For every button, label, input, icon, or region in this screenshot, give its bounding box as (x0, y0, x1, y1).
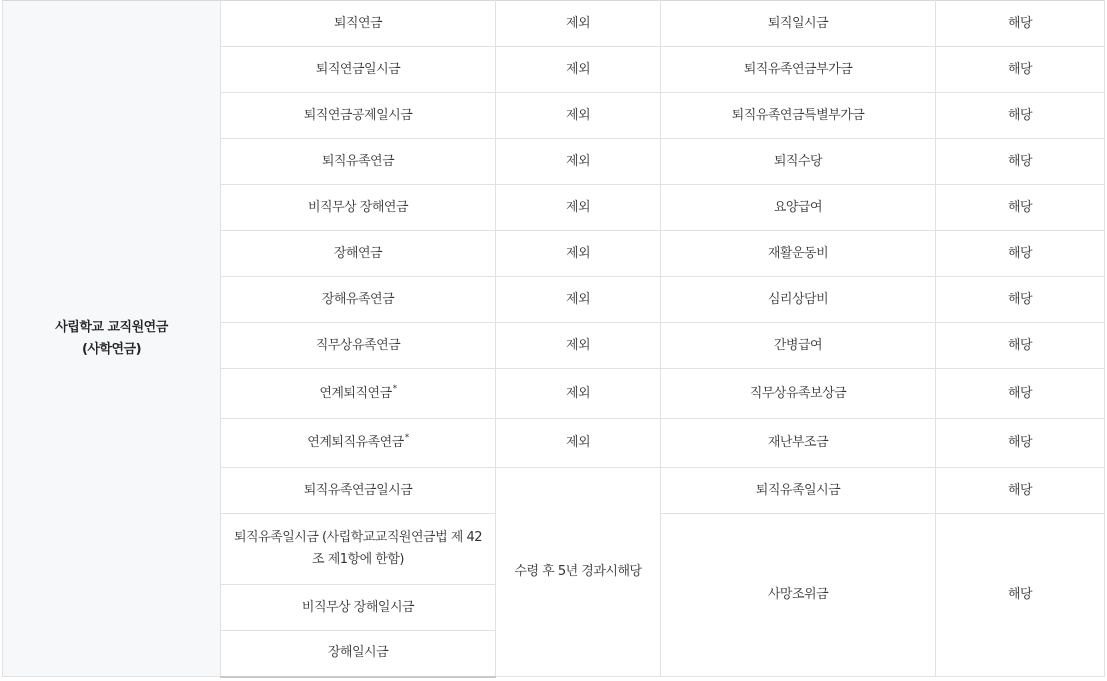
excluded-status: 제외 (496, 93, 661, 139)
excluded-status: 제외 (496, 1, 661, 47)
included-status: 해당 (936, 139, 1105, 185)
excluded-status: 제외 (496, 277, 661, 323)
excluded-item: 장해일시금 (221, 631, 496, 677)
included-status: 해당 (936, 93, 1105, 139)
included-status: 해당 (936, 185, 1105, 231)
excluded-status: 제외 (496, 231, 661, 277)
included-item: 퇴직일시금 (661, 1, 936, 47)
included-status: 해당 (936, 47, 1105, 93)
excluded-item: 퇴직유족연금 (221, 139, 496, 185)
included-item: 사망조위금 (661, 514, 936, 677)
included-status: 해당 (936, 323, 1105, 369)
excluded-item: 장해연금 (221, 231, 496, 277)
excluded-item-cell (221, 369, 496, 419)
excluded-status: 제외 (496, 323, 661, 369)
included-item: 심리상담비 (661, 277, 936, 323)
included-status: 해당 (936, 231, 1105, 277)
excluded-item: 직무상유족연금 (221, 323, 496, 369)
excluded-status: 제외 (496, 47, 661, 93)
excluded-item: 비직무상 장해연금 (221, 185, 496, 231)
included-status: 해당 (936, 514, 1105, 677)
excluded-item: 퇴직유족연금일시금 (221, 468, 496, 514)
included-status: 해당 (936, 277, 1105, 323)
excluded-item: 연계퇴직연금 (319, 385, 392, 401)
excluded-status: 제외 (496, 139, 661, 185)
included-item: 재난부조금 (661, 419, 936, 468)
included-item: 퇴직수당 (661, 139, 936, 185)
excluded-item: 퇴직연금공제일시금 (221, 93, 496, 139)
excluded-item: 퇴직유족일시금 (사립학교교직원연금법 제 42조 제1항에 한함) (221, 514, 496, 585)
included-item: 퇴직유족연금부가금 (661, 47, 936, 93)
included-item: 간병급여 (661, 323, 936, 369)
excluded-status: 제외 (496, 185, 661, 231)
included-item: 퇴직유족연금특별부가금 (661, 93, 936, 139)
lump-sum-status: 수령 후 5년 경과시해당 (496, 468, 661, 677)
included-status: 해당 (936, 1, 1105, 47)
excluded-item: 연계퇴직유족연금 (307, 435, 404, 450)
category-abbreviation: (사학연금) (81, 341, 142, 357)
table-row (3, 1, 1105, 47)
category-name: 사립학교 교직원연금 (55, 319, 168, 335)
excluded-item: 퇴직연금 (221, 1, 496, 47)
included-item: 요양급여 (661, 185, 936, 231)
included-status: 해당 (936, 369, 1105, 419)
excluded-item-cell (221, 419, 496, 468)
footnote-mark: * (392, 383, 397, 394)
included-status: 해당 (936, 468, 1105, 514)
excluded-status: 제외 (496, 369, 661, 419)
included-item: 직무상유족보상금 (661, 369, 936, 419)
excluded-status: 제외 (496, 419, 661, 468)
category-cell (3, 1, 221, 677)
included-status: 해당 (936, 419, 1105, 468)
pension-income-table (2, 0, 1105, 678)
excluded-item: 장해유족연금 (221, 277, 496, 323)
excluded-item: 비직무상 장해일시금 (221, 585, 496, 631)
excluded-item: 퇴직연금일시금 (221, 47, 496, 93)
included-item: 퇴직유족일시금 (661, 468, 936, 514)
included-item: 재활운동비 (661, 231, 936, 277)
footnote-mark: * (404, 433, 409, 443)
